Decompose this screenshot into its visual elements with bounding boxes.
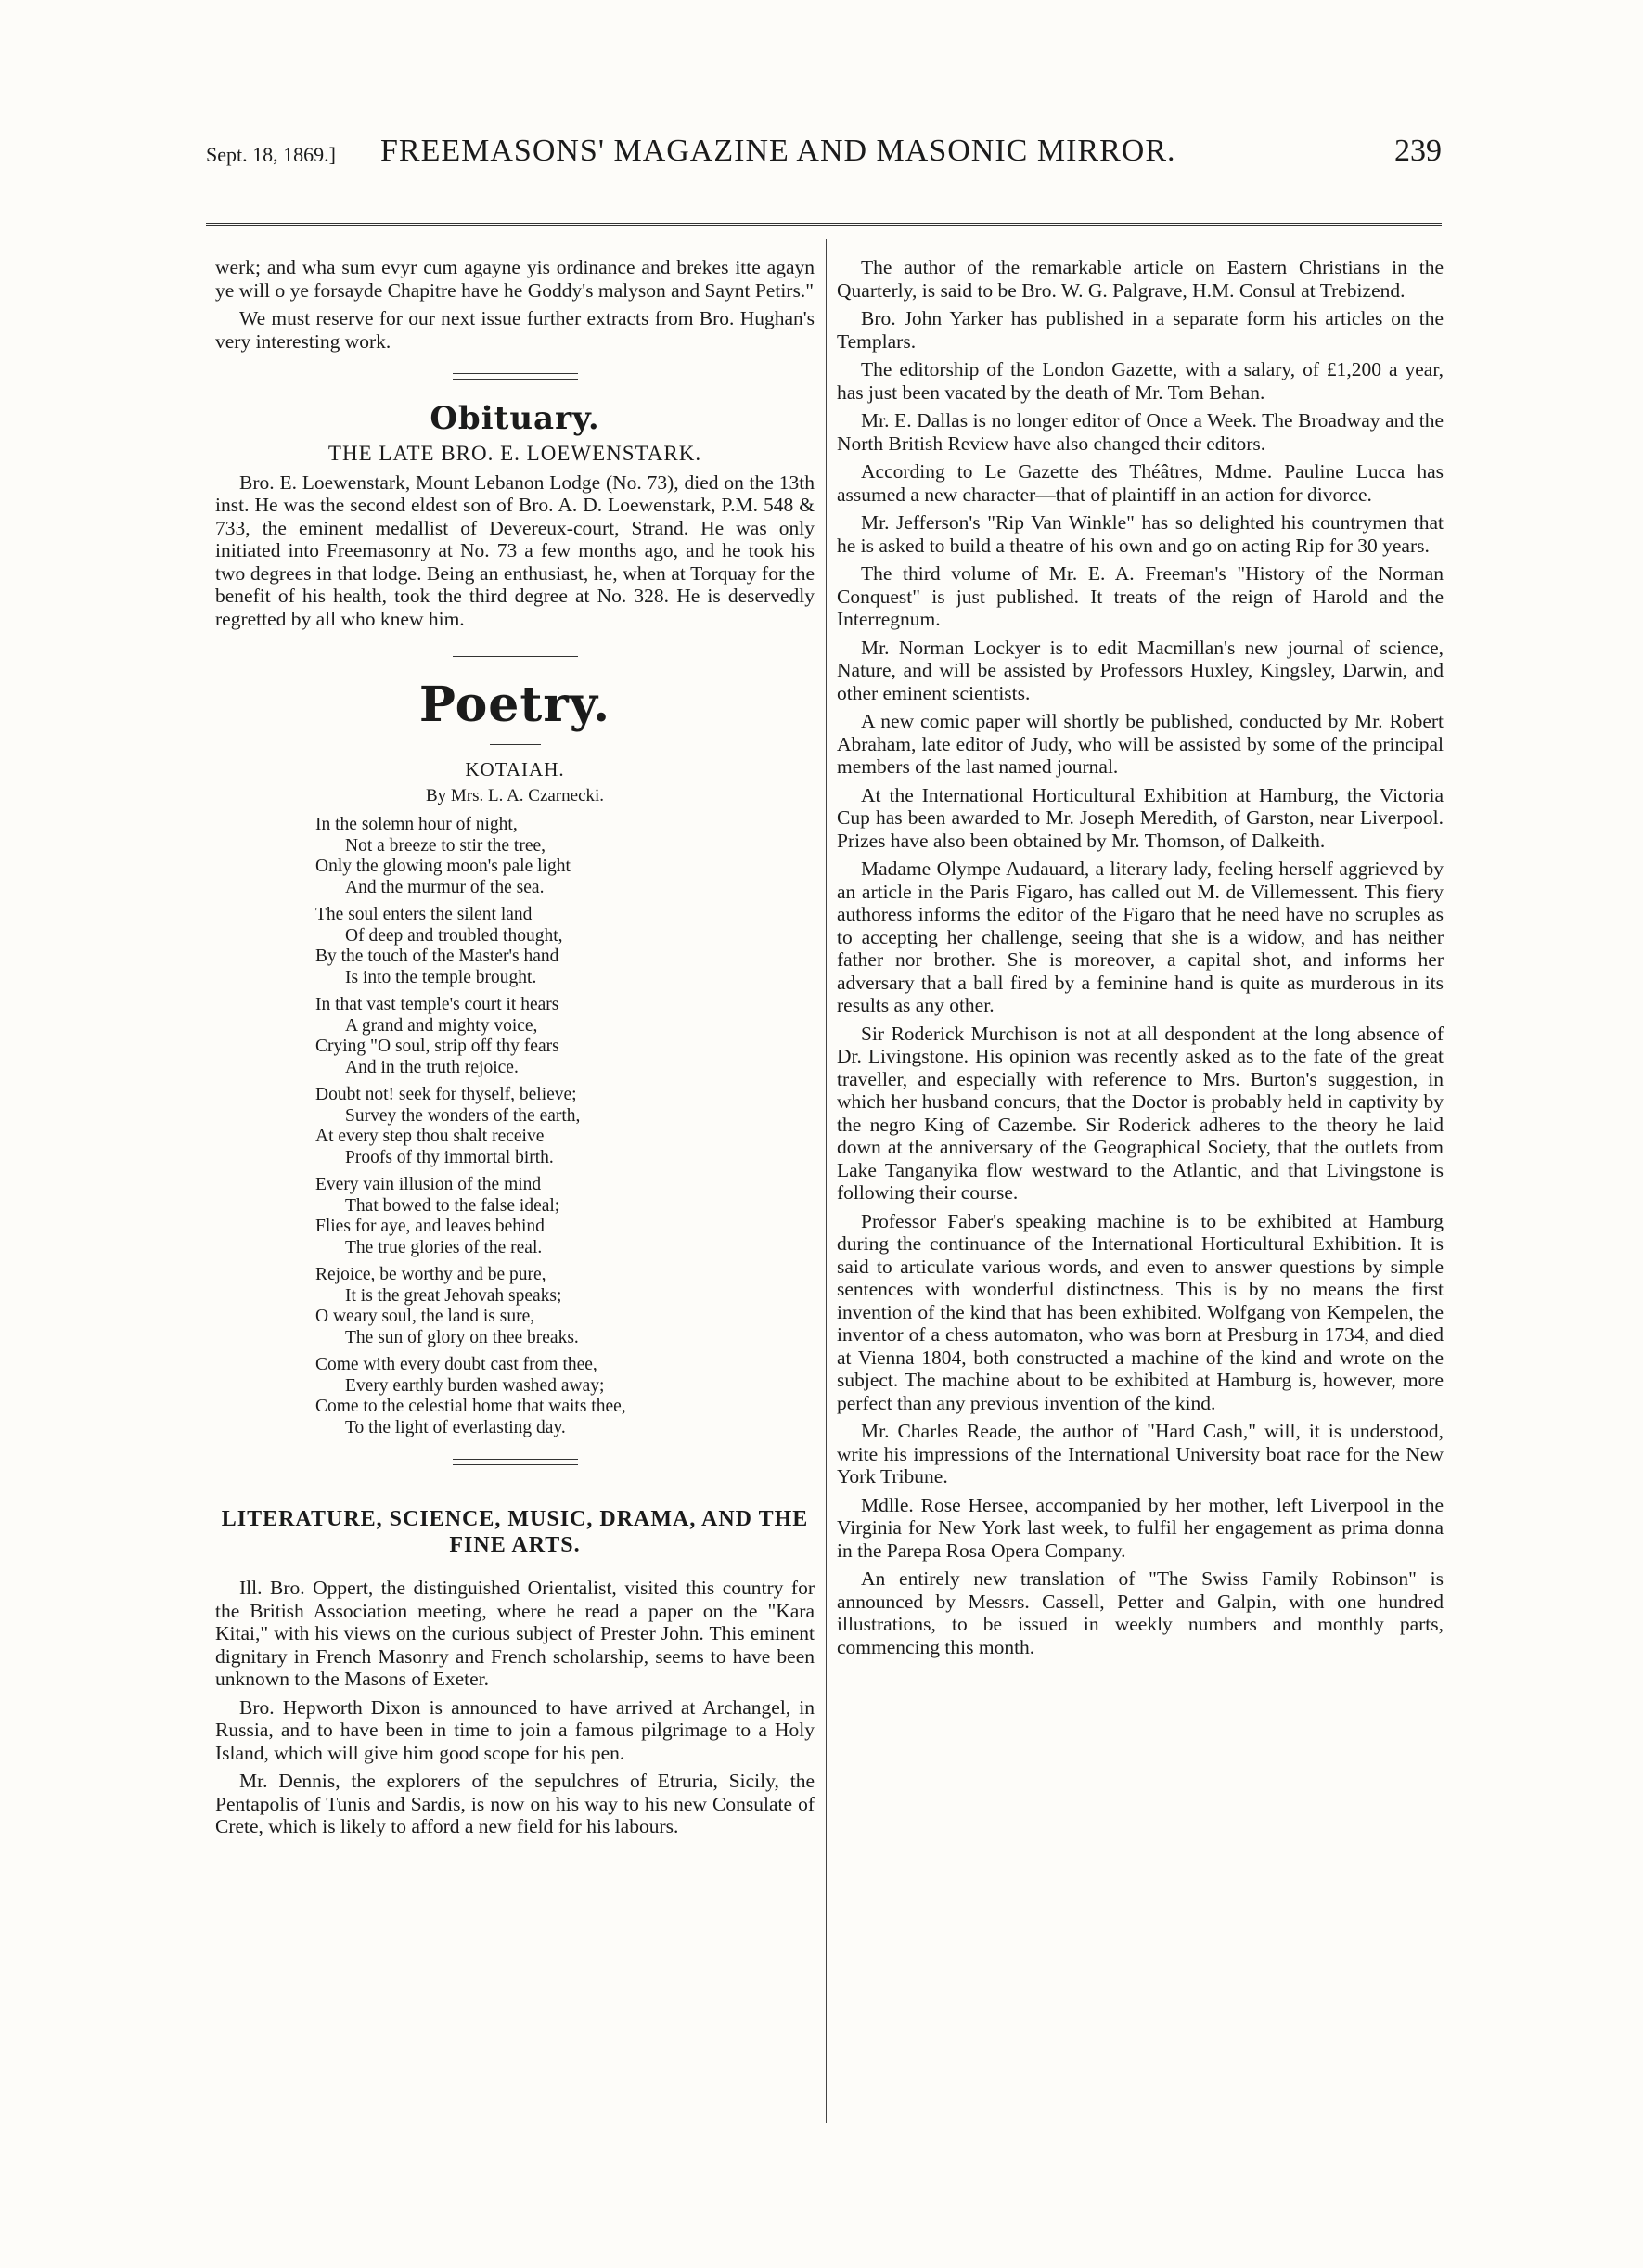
poem-line: The soul enters the silent land <box>315 905 533 924</box>
poem-stanza <box>215 1175 815 1258</box>
column-divider <box>826 239 827 2123</box>
news-paragraph: Bro. John Yarker has published in a separate form his articles on the Templars. <box>837 307 1444 353</box>
news-paragraph: Mdlle. Rose Hersee, accompanied by her mother, left Liverpool in the Virginia for New York last week, to fulfil her engagement as prima donna in the Parepa Rosa Opera Company. <box>837 1493 1444 1562</box>
issue-date: Sept. 18, 1869.] <box>206 143 336 166</box>
left-column <box>215 256 815 2131</box>
poetry-heading: Poetry. <box>418 677 611 733</box>
masthead-title: FREEMASONS' MAGAZINE AND MASONIC MIRROR. <box>380 134 1176 168</box>
poem-line: The true glories of the real. <box>345 1237 543 1257</box>
poem-line: O weary soul, the land is sure, <box>315 1307 535 1326</box>
right-column <box>837 256 1444 2131</box>
poem-byline: By Mrs. L. A. Czarnecki. <box>425 785 605 805</box>
poem-line: Doubt not! seek for thyself, believe; <box>315 1085 577 1104</box>
news-paragraph: A new comic paper will shortly be published, conducted by Mr. Robert Abraham, late editor of Judy, who will be assisted by some of the principal members of the last named journal. <box>837 710 1444 778</box>
poem-stanza <box>215 995 815 1078</box>
news-paragraph: At the International Horticultural Exhibition at Hamburg, the Victoria Cup has been awarded to Mr. Joseph Meredith, of Garston, near Liverpool. Prizes have also been obtained by Mr. Thomson, of Dalkeith. <box>837 783 1444 852</box>
poem-line: Every earthly burden washed away; <box>345 1375 605 1396</box>
poem-line: Rejoice, be worthy and be pure, <box>315 1265 546 1284</box>
news-paragraph: Mr. Charles Reade, the author of "Hard Cash," will, it is understood, write his impressions of the International University boat race for the New York Tribune. <box>837 1420 1444 1488</box>
poem-stanza <box>215 1085 815 1168</box>
news-paragraph: Madame Olympe Audauard, a literary lady, feeling herself aggrieved by an article in the Paris Figaro, has called out M. de Villemessent. This fiery authoress informs the editor of the Figaro that he need have no scruples as to accepting her challenge, seeing that she is a widow, and has neither father nor brother. She is moreover, a capital shot, and informs her adversary that a ball fired by a feminine hand is quite as murderous in its results as any other. <box>837 857 1444 1016</box>
poem-title: KOTAIAH. <box>465 758 565 780</box>
poem-line: Proofs of thy immortal birth. <box>345 1147 554 1167</box>
poem-line: It is the great Jehovah speaks; <box>345 1285 562 1306</box>
intro-paragraph: werk; and wha sum evyr cum agayne yis ordinance and brekes itte agayn ye will o ye forsayde Chapitre have he Goddy's malyson and Saynt Petirs." <box>215 256 815 302</box>
poem-line: Every vain illusion of the mind <box>315 1175 542 1194</box>
page-header <box>206 130 1442 182</box>
poem-line: In the solemn hour of night, <box>315 815 518 834</box>
poem-line: Come to the celestial home that waits thee, <box>315 1397 626 1416</box>
news-paragraph: Professor Faber's speaking machine is to be exhibited at Hamburg during the continuance of the International Horticultural Exhibition. It is said to articulate various words, and even to answer questions by simple sentences with wonderful distinctness. This is by no means the first invention of the kind that has been exhibited. Wolfgang von Kempelen, the inventor of a chess automaton, who was born at Presburg in 1734, and died at Vienna 1804, both constructed a machine of the kind and wrote on the subject. The machine about to be exhibited at Hamburg is, however, more perfect than any previous invention of the kind. <box>837 1209 1444 1414</box>
news-paragraph: Mr. Norman Lockyer is to edit Macmillan's new journal of science, Nature, and will be assisted by Professors Huxley, Kingsley, Darwin, and other eminent scientists. <box>837 636 1444 704</box>
poem-line: Crying "O soul, strip off thy fears <box>315 1037 559 1056</box>
page-number: 239 <box>1394 134 1442 168</box>
intro-paragraph: We must reserve for our next issue further extracts from Bro. Hughan's very interesting work. <box>215 307 815 353</box>
header-double-rule <box>206 223 1442 226</box>
poem-line: By the touch of the Master's hand <box>315 947 559 966</box>
poem-stanza <box>215 815 815 898</box>
literature-paragraph: Ill. Bro. Oppert, the distinguished Orientalist, visited this country for the British Association meeting, where he read a paper on the "Kara Kitai," with his views on the curious subject of Prester John. This eminent dignitary in French Masonry and French scholarship, seems to have been unknown to the Masons of Exeter. <box>215 1577 815 1690</box>
news-paragraph: Mr. Jefferson's "Rip Van Winkle" has so delighted his countrymen that he is asked to build a theatre of his own and go on acting Rip for 30 years. <box>837 511 1444 557</box>
poem-line: Survey the wonders of the earth, <box>345 1105 581 1126</box>
obituary-heading: Obituary. <box>430 400 600 437</box>
literature-paragraph: Mr. Dennis, the explorers of the sepulchres of Etruria, Sicily, the Pentapolis of Tunis and Sardis, is now on his way to his new Consulate of Crete, which is likely to afford a new field for his labours. <box>215 1770 815 1837</box>
news-paragraph: The third volume of Mr. E. A. Freeman's "History of the Norman Conquest" is just published. It treats of the reign of Harold and the Interregnum. <box>837 562 1444 630</box>
section-separator <box>453 651 578 657</box>
section-separator <box>453 373 578 380</box>
poem-line: In that vast temple's court it hears <box>315 995 559 1014</box>
news-paragraph: According to Le Gazette des Théâtres, Mdme. Pauline Lucca has assumed a new character—that of plaintiff in an action for divorce. <box>837 460 1444 506</box>
poem-line: That bowed to the false ideal; <box>345 1195 560 1216</box>
news-paragraph: An entirely new translation of "The Swiss Family Robinson" is announced by Messrs. Cassell, Petter and Galpin, with one hundred illustrations, to be issued in weekly numbers and monthly parts, commencing this month. <box>837 1567 1444 1658</box>
poem-line: Of deep and troubled thought, <box>345 925 563 946</box>
section-separator <box>453 1459 578 1465</box>
literature-title: LITERATURE, SCIENCE, MUSIC, DRAMA, AND THE FINE ARTS. <box>221 1507 809 1557</box>
poem-line: Come with every doubt cast from thee, <box>315 1355 597 1374</box>
poem-line: Only the glowing moon's pale light <box>315 857 571 876</box>
poem-line: And in the truth rejoice. <box>345 1057 519 1077</box>
poem-line: To the light of everlasting day. <box>345 1417 566 1437</box>
obituary-body: Bro. E. Loewenstark, Mount Lebanon Lodge (No. 73), died on the 13th inst. He was the second eldest son of Bro. A. D. Loewenstark, P.M. 548 & 733, the eminent medallist of Devereux-court, Strand. He was only initiated into Freemasonry at No. 73 a few months ago, and he took his two degrees in that lodge. Being an enthusiast, he, when at Torquay for the benefit of his health, took the third degree at No. 328. He is deservedly regretted by all who knew him. <box>215 470 815 630</box>
poem-line: And the murmur of the sea. <box>345 877 545 897</box>
literature-paragraph: Bro. Hepworth Dixon is announced to have arrived at Archangel, in Russia, and to have been in time to join a famous pilgrimage to a Holy Island, which will give him good scope for his pen. <box>215 1695 815 1764</box>
poem-stanza <box>215 1265 815 1348</box>
poem-line: A grand and mighty voice, <box>345 1015 538 1036</box>
poem-line: Is into the temple brought. <box>345 967 537 987</box>
news-paragraph: The editorship of the London Gazette, with a salary, of £1,200 a year, has just been vacated by the death of Mr. Tom Behan. <box>837 358 1444 404</box>
poem-stanza <box>215 1355 815 1438</box>
poem-line: The sun of glory on thee breaks. <box>345 1327 579 1347</box>
poem-line: Flies for aye, and leaves behind <box>315 1217 545 1236</box>
poem-line: Not a breeze to stir the tree, <box>345 835 546 856</box>
news-paragraph: Sir Roderick Murchison is not at all despondent at the long absence of Dr. Livingstone. His opinion was recently asked as to the fate of the great traveller, and especially with reference to Mrs. Burton's suggestion, in which her husband concurs, that the Doctor is probably held in captivity by the negro King of Cazembe. Sir Roderick adheres to the theory he laid down at the anniversary of the Geographical Society, that the outlets from Lake Tanganyika flow westward to the Atlantic, and that Livingstone is following their course. <box>837 1022 1444 1204</box>
news-paragraph: The author of the remarkable article on Eastern Christians in the Quarterly, is said to be Bro. W. G. Palgrave, H.M. Consul at Trebizend. <box>837 256 1444 302</box>
poem-line: At every step thou shalt receive <box>315 1127 545 1146</box>
news-paragraph: Mr. E. Dallas is no longer editor of Once a Week. The Broadway and the North British Review have also changed their editors. <box>837 409 1444 455</box>
poem-stanza <box>215 905 815 988</box>
obituary-title: THE LATE BRO. E. LOEWENSTARK. <box>327 442 702 465</box>
short-rule <box>490 744 541 745</box>
